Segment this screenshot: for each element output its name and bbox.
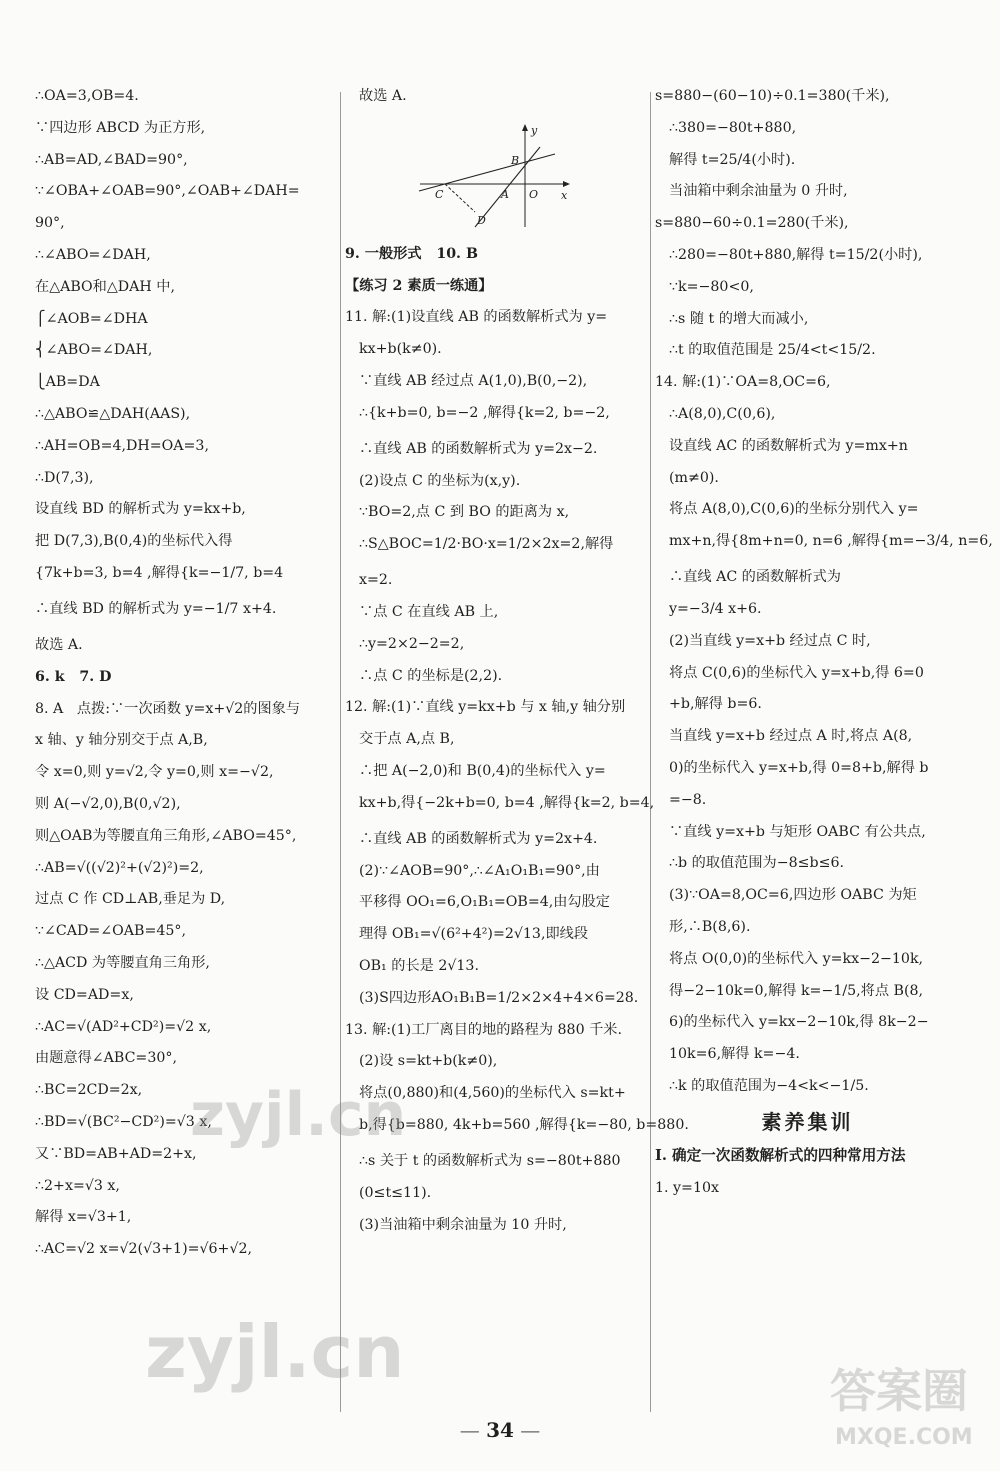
text-line: 8. A 点拨:∵一次函数 y=x+√2的图象与 xyxy=(35,700,301,717)
text-line: ∴b 的取值范围为−8≤b≤6. xyxy=(669,855,845,872)
text-line: 将点 C(0,6)的坐标代入 y=x+b,得 6=0 xyxy=(669,664,924,681)
text-line: 则 A(−√2,0),B(0,√2), xyxy=(35,795,181,812)
x-axis-arrow xyxy=(563,181,570,187)
text-line: 解得 x=√3+1, xyxy=(35,1209,132,1226)
column-left xyxy=(35,88,335,1273)
column-divider-1 xyxy=(340,92,341,1412)
watermark: MXQE.COM xyxy=(835,1425,973,1450)
text-line: 当油箱中剩余油量为 0 升时, xyxy=(669,183,848,200)
text-line: ∴s 随 t 的增大而减小, xyxy=(669,310,809,327)
watermark: 答案圈 xyxy=(830,1364,968,1418)
text-line: ∴y=2×2−2=2, xyxy=(359,635,465,652)
text-line: ∴380=−80t+880, xyxy=(669,119,797,136)
coordinate-figure xyxy=(415,122,575,232)
section-title: 素养集训 xyxy=(761,1109,854,1134)
label-o: O xyxy=(529,187,539,201)
text-line: ∴BD=√(BC²−CD²)=√3 x, xyxy=(35,1113,212,1130)
text-line: y=−3/4 x+6. xyxy=(669,600,762,617)
text-line: 理得 OB₁=√(6²+4²)=2√13,即线段 xyxy=(359,926,589,943)
text-line: 6. k 7. D xyxy=(35,668,112,685)
text-line: =−8. xyxy=(669,791,707,808)
label-y: y xyxy=(531,123,538,137)
text-line: 交于点 A,点 B, xyxy=(359,731,455,748)
text-line: +b,解得 b=6. xyxy=(669,696,762,713)
text-line: kx+b,得{−2k+b=0, b=4 ,解得{k=2, b=4, xyxy=(359,794,655,811)
text-line: OB₁ 的长是 2√13. xyxy=(359,957,479,974)
text-line: 故选 A. xyxy=(359,88,407,104)
text-line: ∴直线 BD 的解析式为 y=−1/7 x+4. xyxy=(35,600,277,617)
column-right xyxy=(655,88,993,1211)
text-line: (3)当油箱中剩余油量为 10 升时, xyxy=(359,1216,567,1233)
text-line: mx+n,得{8m+n=0, n=6 ,解得{m=−3/4, n=6, xyxy=(669,533,993,550)
text-line: 将点(0,880)和(4,560)的坐标代入 s=kt+ xyxy=(359,1085,626,1102)
label-c: C xyxy=(435,187,444,201)
text-line: ⎨∠ABO=∠DAH, xyxy=(35,342,153,359)
text-line: ∴AC=√(AD²+CD²)=√2 x, xyxy=(35,1018,212,1035)
text-line: (3)∵OA=8,OC=6,四边形 OABC 为矩 xyxy=(669,887,917,904)
label-b: B xyxy=(511,153,520,167)
text-line: ∵∠OBA+∠OAB=90°,∠OAB+∠DAH= xyxy=(35,183,300,200)
text-line: {7k+b=3, b=4 ,解得{k=−1/7, b=4 xyxy=(35,564,284,581)
text-line: 将点 O(0,0)的坐标代入 y=kx−2−10k, xyxy=(669,950,924,967)
text-line: ∴直线 AC 的函数解析式为 xyxy=(669,569,841,586)
text-line: 得−2−10k=0,解得 k=−1/5,将点 B(8, xyxy=(669,982,924,999)
text-line: 令 x=0,则 y=√2,令 y=0,则 x=−√2, xyxy=(35,764,274,781)
text-line: ∴直线 AB 的函数解析式为 y=2x−2. xyxy=(359,440,598,457)
text-line: 则△OAB为等腰直角三角形,∠ABO=45°, xyxy=(35,827,297,844)
text-line: 平移得 OO₁=6,O₁B₁=OB=4,由勾股定 xyxy=(359,894,610,911)
text-line: ∴把 A(−2,0)和 B(0,4)的坐标代入 y= xyxy=(359,762,606,779)
text-line: ∴点 C 的坐标是(2,2). xyxy=(359,667,503,684)
text-line: 在△ABO和△DAH 中, xyxy=(35,278,175,295)
text-line: 将点 A(8,0),C(0,6)的坐标分别代入 y= xyxy=(669,501,919,518)
text-line: ∴AB=√((√2)²+(√2)²)=2, xyxy=(35,859,204,876)
text-line: 设 CD=AD=x, xyxy=(35,986,134,1003)
text-line: 12. 解:(1)∵直线 y=kx+b 与 x 轴,y 轴分别 xyxy=(345,699,626,716)
text-line: x 轴、y 轴分别交于点 A,B, xyxy=(35,732,208,749)
text-line: ∵∠CAD=∠OAB=45°, xyxy=(35,923,187,940)
text-line: 13. 解:(1)工厂离目的地的路程为 880 千米. xyxy=(345,1021,622,1038)
text-line: ∴{k+b=0, b=−2 ,解得{k=2, b=−2, xyxy=(359,404,610,421)
page-number: 34 xyxy=(486,1418,514,1442)
section-heading: I. 确定一次函数解析式的四种常用方法 xyxy=(655,1146,906,1164)
text-line: ∵k=−80<0, xyxy=(669,278,754,295)
text-line: ∴D(7,3), xyxy=(35,469,94,486)
text-line: (2)设 s=kt+b(k≠0), xyxy=(359,1053,498,1070)
text-line: 当直线 y=x+b 经过点 A 时,将点 A(8, xyxy=(669,728,913,745)
text-line: ∴s 关于 t 的函数解析式为 s=−80t+880 xyxy=(359,1152,621,1169)
text-line: ∵直线 AB 经过点 A(1,0),B(0,−2), xyxy=(359,372,588,389)
text-line: 6)的坐标代入 y=kx−2−10k,得 8k−2− xyxy=(669,1014,929,1031)
text-line: (3)S四边形AO₁B₁B=1/2×2×4+4×6=28. xyxy=(359,989,639,1006)
text-line: 解得 t=25/4(小时). xyxy=(669,151,796,168)
text-line: 设直线 AC 的函数解析式为 y=mx+n xyxy=(669,437,908,454)
text-line: 又∵BD=AB+AD=2+x, xyxy=(35,1145,197,1162)
text-line: 过点 C 作 CD⊥AB,垂足为 D, xyxy=(35,891,226,908)
text-line: 故选 A. xyxy=(35,636,83,653)
text-line: ∴AH=OB=4,DH=OA=3, xyxy=(35,437,209,454)
text-line: 90°, xyxy=(35,215,65,232)
text-line: (0≤t≤11). xyxy=(359,1184,432,1201)
line-cb xyxy=(419,154,555,191)
text-line: x=2. xyxy=(359,572,393,589)
text-line: ∴BC=2CD=2x, xyxy=(35,1082,143,1099)
text-line: 把 D(7,3),B(0,4)的坐标代入得 xyxy=(35,533,233,550)
text-line: ⎩AB=DA xyxy=(35,374,100,391)
dashed-cd xyxy=(445,184,475,212)
text-line: ∴A(8,0),C(0,6), xyxy=(669,405,776,422)
text-line: s=880−(60−10)÷0.1=380(千米), xyxy=(655,88,890,104)
text-line: ∴2+x=√3 x, xyxy=(35,1177,120,1194)
text-line: 1. y=10x xyxy=(655,1179,720,1196)
column-divider-2 xyxy=(650,92,651,1412)
text-line: ∴t 的取值范围是 25/4<t<15/2. xyxy=(669,342,876,359)
text-line: kx+b(k≠0). xyxy=(359,341,442,358)
text-line: (2)∵∠AOB=90°,∴∠A₁O₁B₁=90°,由 xyxy=(359,862,600,879)
text-line: ∴OA=3,OB=4. xyxy=(35,88,139,104)
text-line: ∴AB=AD,∠BAD=90°, xyxy=(35,151,188,168)
text-line: 形,∴B(8,6). xyxy=(669,918,751,935)
text-line: ∵BO=2,点 C 到 BO 的距离为 x, xyxy=(359,504,570,521)
page-footer: — 34 — xyxy=(459,1418,541,1442)
text-line: ∴280=−80t+880,解得 t=15/2(小时), xyxy=(669,246,923,263)
label-x: x xyxy=(561,188,568,202)
watermark: zyjl.cn xyxy=(190,1080,407,1150)
text-line: ∴△ACD 为等腰直角三角形, xyxy=(35,954,210,971)
text-line: ∵点 C 在直线 AB 上, xyxy=(359,603,499,620)
text-line: 10k=6,解得 k=−4. xyxy=(669,1046,800,1063)
text-line: b,得{b=880, 4k+b=560 ,解得{k=−80, b=880. xyxy=(359,1116,689,1133)
y-axis-arrow xyxy=(522,124,528,131)
text-line: ∴AC=√2 x=√2(√3+1)=√6+√2, xyxy=(35,1241,253,1258)
label-d: D xyxy=(477,213,486,227)
text-line: 设直线 BD 的解析式为 y=kx+b, xyxy=(35,501,246,518)
text-line: ∴∠ABO=∠DAH, xyxy=(35,246,151,263)
text-line: ∴k 的取值范围为−4<k<−1/5. xyxy=(669,1077,869,1094)
text-line: 由题意得∠ABC=30°, xyxy=(35,1050,177,1067)
label-a: A xyxy=(501,187,509,201)
text-line: (2)当直线 y=x+b 经过点 C 时, xyxy=(669,632,871,649)
watermark: zyjl.cn xyxy=(145,1310,405,1394)
text-line: ∴直线 AB 的函数解析式为 y=2x+4. xyxy=(359,830,598,847)
text-line: (2)设点 C 的坐标为(x,y). xyxy=(359,472,521,489)
text-line: 0)的坐标代入 y=x+b,得 0=8+b,解得 b xyxy=(669,759,929,776)
text-line: 11. 解:(1)设直线 AB 的函数解析式为 y= xyxy=(345,309,608,326)
text-line: ∵四边形 ABCD 为正方形, xyxy=(35,119,206,136)
text-line: (m≠0). xyxy=(669,469,719,486)
text-line: ∵直线 y=x+b 与矩形 OABC 有公共点, xyxy=(669,823,926,840)
text-line: ∴S△BOC=1/2·BO·x=1/2×2x=2,解得 xyxy=(359,536,614,553)
text-line: 9. 一般形式 10. B xyxy=(345,245,478,262)
text-line: ⎧∠AOB=∠DHA xyxy=(35,310,148,327)
section-label: 【练习 2 素质一练通】 xyxy=(345,277,493,294)
text-line: s=880−60÷0.1=280(千米), xyxy=(655,215,849,232)
text-line: 14. 解:(1)∵OA=8,OC=6, xyxy=(655,374,831,391)
text-line: ∴△ABO≌△DAH(AAS), xyxy=(35,405,191,422)
